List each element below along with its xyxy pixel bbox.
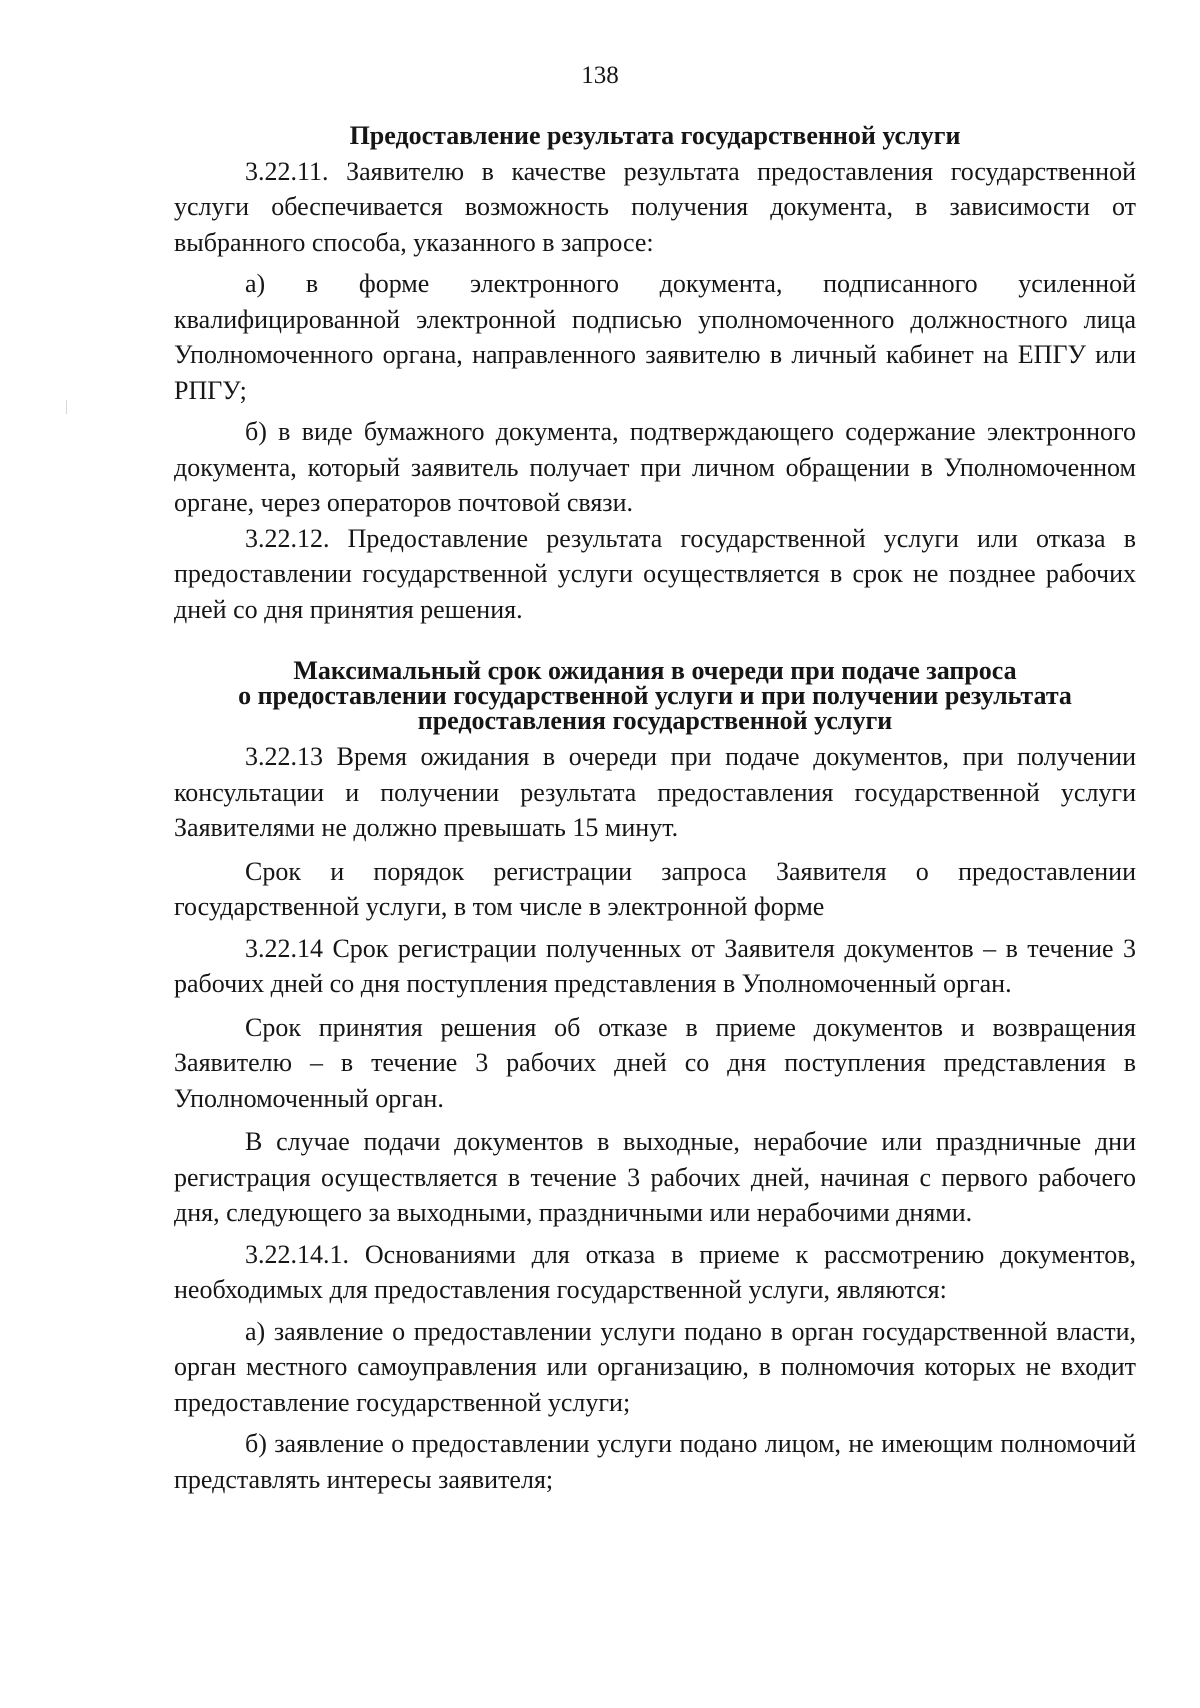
paragraph-registration-heading: Срок и порядок регистрации запроса Заявителя о предоставлении государственной услуги, в том числе в электронной форме	[174, 856, 1136, 921]
document-body	[174, 118, 1136, 1497]
paragraph-3-22-14-1: 3.22.14.1. Основаниями для отказа в приеме к рассмотрению документов, необходимых для предоставления государственной услуги, являются:	[174, 1239, 1136, 1304]
paragraph-holidays: В случае подачи документов в выходные, нерабочие или праздничные дни регистрация осуществляется в течение 3 рабочих дней, начиная с первого рабочего дня, следующего за выходными, праздничными или нерабочими днями.	[174, 1127, 1136, 1227]
paragraph-item-a: а) в форме электронного документа, подписанного усиленной квалифицированной электронной подписью уполномоченного должностного лица Уполномоченного органа, направленного заявителю в личный кабинет на ЕПГУ или РПГУ;	[174, 269, 1136, 405]
paragraph-refusal-term: Срок принятия решения об отказе в приеме документов и возвращения Заявителю – в течение 3 рабочих дней со дня поступления представления в Уполномоченный орган.	[174, 1012, 1136, 1113]
section-title-line: предоставления государственной услуги	[417, 706, 893, 735]
section-title-queue	[174, 658, 1136, 733]
section-title-line: Максимальный срок ожидания в очереди при подаче запроса	[293, 656, 1017, 685]
section-title-line: о предоставлении государственной услуги и при получении результата	[238, 681, 1072, 710]
paragraph-refusal-item-a: а) заявление о предоставлении услуги подано в орган государственной власти, орган местного самоуправления или организацию, в полномочия которых не входит предоставление государственной услуги;	[174, 1316, 1136, 1417]
paragraph-3-22-12: 3.22.12. Предоставление результата государственной услуги или отказа в предоставлении государственной услуги осуществляется в срок не позднее рабочих дней со дня принятия решения.	[174, 523, 1136, 624]
paragraph-refusal-item-b: б) заявление о предоставлении услуги подано лицом, не имеющим полномочий представлять интересы заявителя;	[174, 1429, 1136, 1494]
paragraph-3-22-11: 3.22.11. Заявителю в качестве результата предоставления государственной услуги обеспечивается возможность получения документа, в зависимости от выбранного способа, указанного в запросе:	[174, 156, 1136, 257]
paragraph-3-22-14: 3.22.14 Срок регистрации полученных от Заявителя документов – в течение 3 рабочих дней со дня поступления представления в Уполномоченный орган.	[174, 933, 1136, 998]
section-title-result: Предоставление результата государственной услуги	[349, 121, 961, 150]
scan-margin-mark	[66, 400, 67, 414]
paragraph-item-b: б) в виде бумажного документа, подтверждающего содержание электронного документа, который заявитель получает при личном обращении в Уполномоченном органе, через операторов почтовой связи.	[174, 417, 1136, 517]
page-number: 138	[581, 62, 619, 89]
paragraph-3-22-13: 3.22.13 Время ожидания в очереди при подаче документов, при получении консультации и получении результата предоставления государственной услуги Заявителями не должно превышать 15 минут.	[174, 742, 1136, 842]
